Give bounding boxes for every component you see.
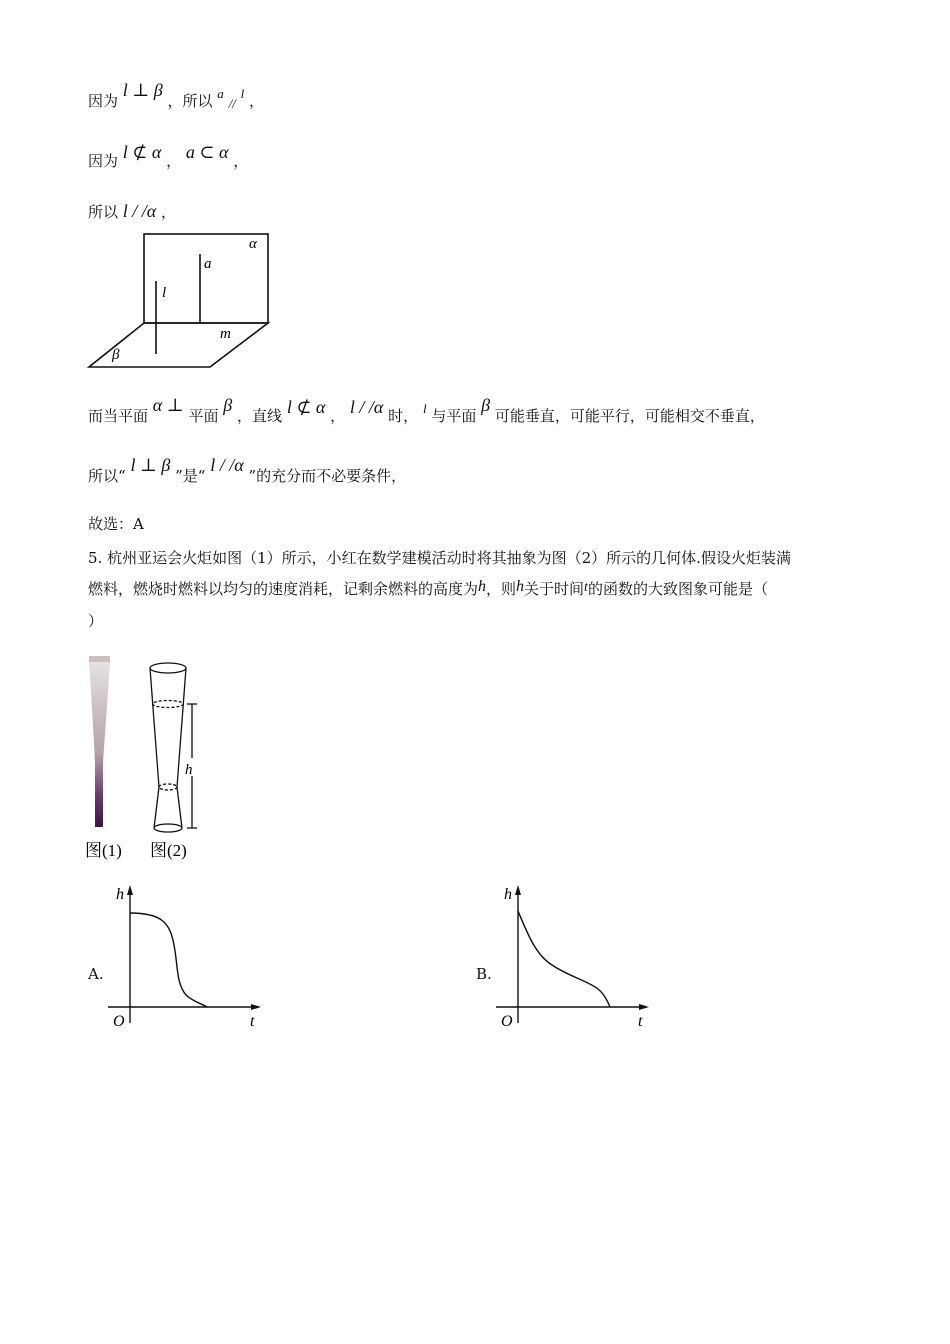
question-line-2 xyxy=(88,574,868,606)
x-axis-label: t xyxy=(638,1013,643,1030)
option-label: B. xyxy=(476,965,492,983)
math-var-l: l xyxy=(422,401,427,416)
text: ”是“ xyxy=(175,467,206,485)
caption-figure-2: 图(2) xyxy=(150,841,187,860)
question-5 xyxy=(88,543,868,637)
y-axis-label: h xyxy=(116,886,124,903)
text: ， xyxy=(161,203,177,221)
torch-diagram xyxy=(150,663,197,832)
right-edge-lower xyxy=(177,787,182,828)
y-arrow xyxy=(515,885,521,895)
level-ellipse xyxy=(153,701,184,708)
torch-body xyxy=(89,662,110,827)
x-arrow xyxy=(251,1004,261,1010)
text-line-3 xyxy=(88,201,176,222)
text: ， xyxy=(248,92,264,110)
math-expression: a ⊂ α xyxy=(185,142,229,162)
math-expression: l / /α xyxy=(210,455,244,475)
math-expression: l / /α xyxy=(349,397,384,417)
text: 可能垂直，可能平行，可能相交不垂直， xyxy=(494,407,765,425)
left-edge-lower xyxy=(154,787,159,828)
curve-b xyxy=(518,911,610,1007)
x-axis-label: t xyxy=(250,1013,255,1030)
label-beta: β xyxy=(112,347,120,363)
text: 而当平面 xyxy=(88,407,149,425)
question-line-1 xyxy=(88,543,868,574)
text: ，所以 xyxy=(167,92,213,110)
origin-label: O xyxy=(501,1013,513,1030)
torch-photo xyxy=(89,656,110,827)
label-m: m xyxy=(220,326,231,342)
math-var-a: a xyxy=(217,86,224,101)
text: ， xyxy=(166,152,182,170)
text: 时， xyxy=(388,407,419,425)
text: 因为 xyxy=(88,152,119,170)
text: 所以“ xyxy=(88,467,126,485)
math-expression: l / /α xyxy=(122,201,157,221)
question-text: 关于时间 xyxy=(524,580,585,598)
text-line-2 xyxy=(88,142,249,171)
math-var-h: h xyxy=(478,578,487,595)
label-h: h xyxy=(185,762,193,778)
text: 与平面 xyxy=(431,407,477,425)
torch-top xyxy=(89,656,110,662)
question-text: ） xyxy=(88,612,104,630)
text: ， xyxy=(233,152,249,170)
option-label: A. xyxy=(88,965,104,983)
question-number: 5. xyxy=(88,549,103,567)
math-expression: l ⊄ α xyxy=(286,397,326,417)
y-arrow xyxy=(127,885,133,895)
text: 所以 xyxy=(88,203,119,221)
origin-label: O xyxy=(113,1013,125,1030)
math-parallel: // xyxy=(228,96,236,111)
math-expression: α ⊥ xyxy=(152,395,184,415)
left-edge-upper xyxy=(150,668,159,787)
math-var-h: h xyxy=(516,578,525,595)
text: 平面 xyxy=(188,407,219,425)
neck-ellipse xyxy=(159,784,177,790)
x-arrow xyxy=(639,1004,649,1010)
question-line-3 xyxy=(88,606,868,637)
caption-figure-1: 图(1) xyxy=(85,841,122,860)
text: ， xyxy=(330,407,346,425)
math-expression: β xyxy=(481,395,491,415)
plane-figure xyxy=(84,228,279,373)
option-b-label xyxy=(476,965,492,983)
text-line-4 xyxy=(88,395,765,426)
text-line-1 xyxy=(88,80,264,111)
option-a-graph xyxy=(104,883,266,1033)
math-var-t: t xyxy=(584,580,588,595)
answer-line xyxy=(88,513,144,534)
math-expression: l ⊄ α xyxy=(122,142,162,162)
y-axis-label: h xyxy=(504,886,512,903)
question-text: ，则 xyxy=(486,580,517,598)
question-text: 杭州亚运会火炬如图（1）所示，小红在数学建模活动时将其抽象为图（2）所示的几何体.假设火炬装满 xyxy=(107,549,791,567)
question-text: 的函数的大致图象可能是（ xyxy=(587,580,768,598)
math-expression: β xyxy=(223,395,233,415)
text: ，直线 xyxy=(237,407,283,425)
option-a-label xyxy=(88,965,104,983)
question-text: 燃料，燃烧时燃料以均匀的速度消耗，记剩余燃料的高度为 xyxy=(88,580,479,598)
text-line-5 xyxy=(88,455,407,486)
label-alpha: α xyxy=(249,236,257,252)
option-b-graph xyxy=(492,883,654,1033)
math-expression: l ⊥ β xyxy=(122,80,163,100)
text: 因为 xyxy=(88,92,119,110)
top-ellipse xyxy=(150,663,186,673)
text: ”的充分而不必要条件， xyxy=(248,467,407,485)
label-a: a xyxy=(204,256,212,272)
math-var-l: l xyxy=(240,86,245,101)
curve-a xyxy=(130,913,207,1007)
label-l: l xyxy=(162,285,167,301)
torch-figures xyxy=(84,652,214,864)
bottom-ellipse xyxy=(154,824,182,832)
answer-text: 故选：A xyxy=(88,515,144,533)
math-expression: l ⊥ β xyxy=(130,455,171,475)
